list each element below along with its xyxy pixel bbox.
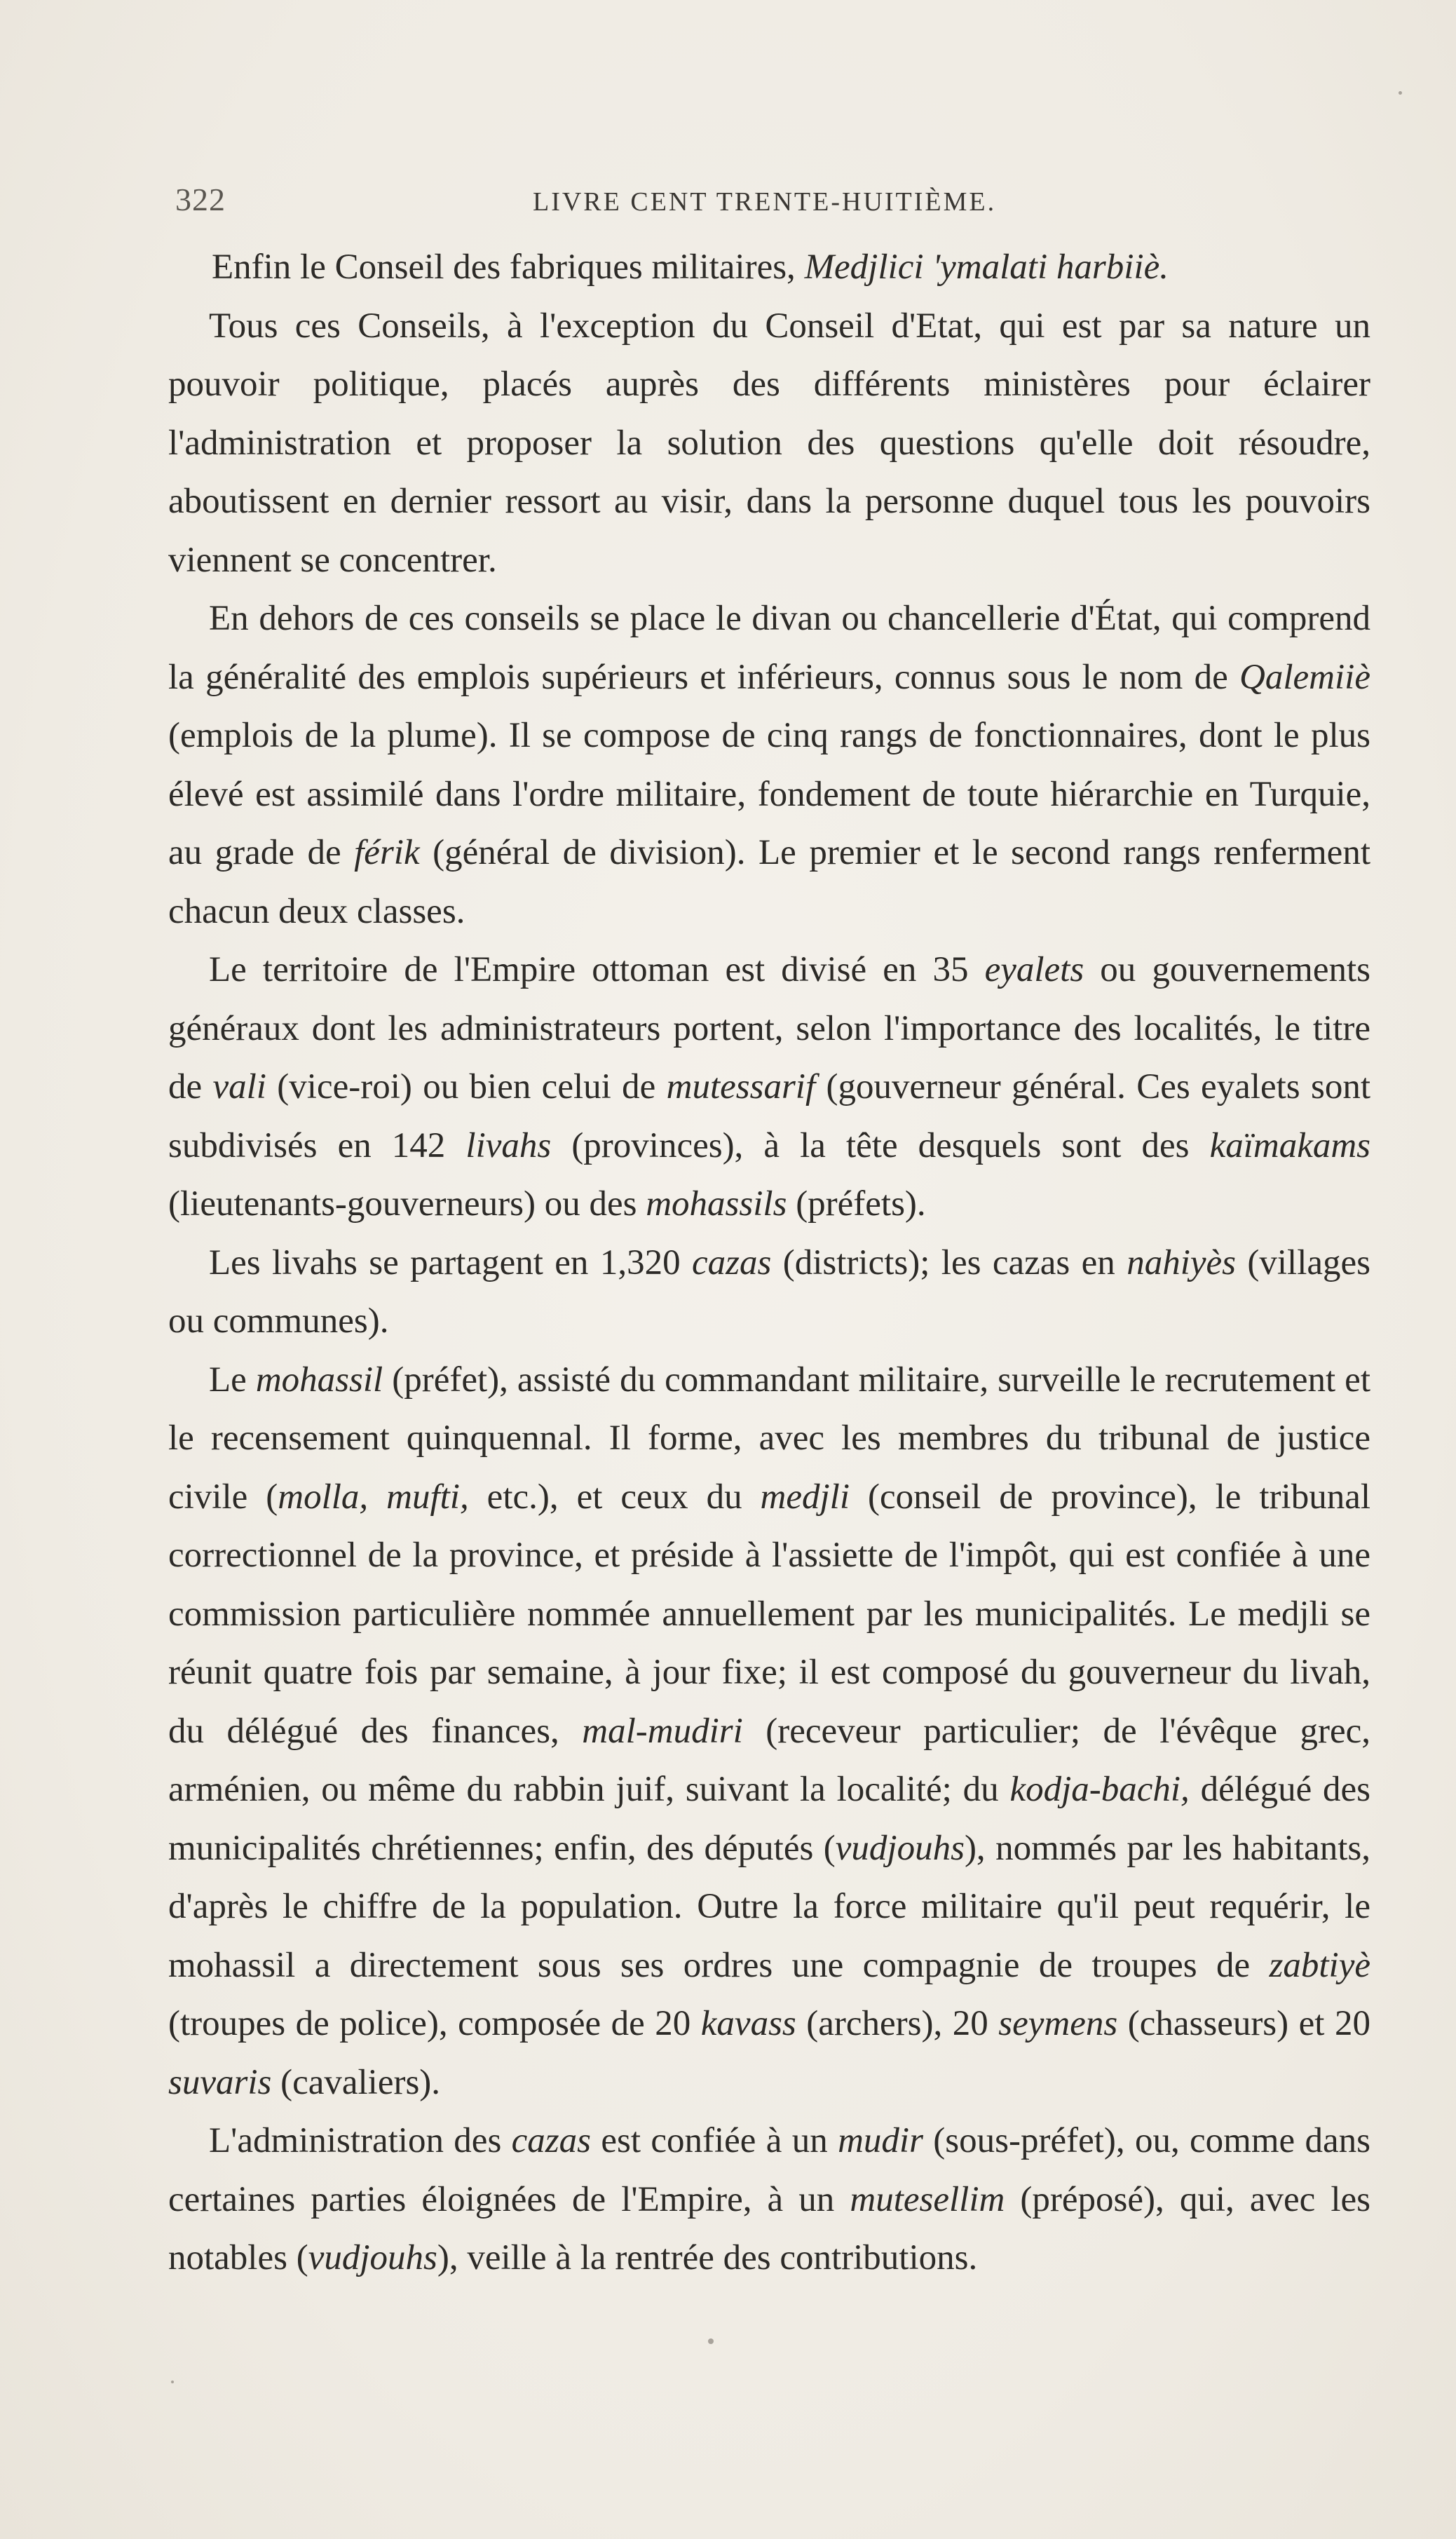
italic-term: kodja-bachi,: [1009, 1770, 1190, 1809]
italic-term: eyalets: [984, 950, 1084, 989]
text-run: Le territoire de l'Empire ottoman est divisé en 35: [209, 950, 985, 989]
running-title: LIVRE CENT TRENTE-HUITIÈME.: [533, 187, 997, 217]
italic-term: molla, mufti,: [278, 1477, 469, 1517]
text-run: (préfets).: [787, 1184, 926, 1224]
text-run: L'administration des: [209, 2121, 512, 2160]
text-run: Le: [209, 1360, 256, 1400]
text-run: Enfin le Conseil des fabriques militaires,: [212, 248, 805, 287]
text-run: (préposé), qui, avec les notables (: [168, 2179, 1370, 2277]
paper-speck: [1399, 91, 1402, 95]
text-run: (archers), 20: [796, 2004, 999, 2043]
italic-term: mutesellim: [850, 2179, 1005, 2219]
text-run: (troupes de police), composée de 20: [168, 2004, 701, 2043]
italic-term: kaïmakams: [1209, 1125, 1371, 1165]
text-run: délégué des municipalités chrétiennes; enfin, des députés (: [168, 1770, 1370, 1868]
text-run: (cavaliers).: [271, 2062, 441, 2102]
paragraph: [168, 2112, 1370, 2288]
paragraph: [168, 297, 1370, 590]
italic-term: mohassils: [646, 1184, 787, 1224]
text-run: (préfet), assisté du commandant militaire, surveille le recrutement et le recensement quinquennal. Il forme, avec les membres du tribunal de justice civile (: [168, 1360, 1370, 1517]
italic-term: Medjlici 'ymalati harbiiè.: [804, 248, 1169, 287]
text-run: (sous-préfet), ou, comme dans certaines parties éloignées de l'Empire, à un: [168, 2121, 1370, 2219]
italic-term: vali: [212, 1067, 266, 1106]
paragraph: [168, 590, 1370, 941]
text-run: (villages ou communes).: [168, 1243, 1371, 1341]
page-header: [175, 181, 1367, 223]
text-run: En dehors de ces conseils se place le divan ou chancellerie d'État, qui comprend la généralité des emplois supérieurs et inférieurs, connus sous le nom de: [168, 599, 1370, 697]
text-run: est confiée à un: [591, 2121, 838, 2160]
italic-term: suvaris: [168, 2062, 272, 2102]
italic-term: seymens: [998, 2004, 1118, 2043]
text-run: (gouverneur général. Ces eyalets sont subdivisés en 142: [168, 1067, 1370, 1165]
italic-term: livahs: [465, 1125, 552, 1165]
italic-term: cazas: [692, 1243, 772, 1282]
italic-term: mohassil: [255, 1360, 383, 1400]
italic-term: nahiyès: [1127, 1243, 1236, 1282]
italic-term: vudjouhs: [835, 1828, 965, 1868]
text-run: (conseil de province), le tribunal correctionnel de la province, et préside à l'assiette de l'impôt, qui est confiée à une commission particulière nommée annuellement par les municipalités. Le medjli se réunit quatre fois par semaine, à jour fixe; il est composé du gouverneur du livah, du délégué des finances,: [168, 1477, 1371, 1751]
italic-term: zabtiyè: [1269, 1945, 1370, 1985]
italic-term: medjli: [760, 1477, 850, 1517]
text-run: (receveur particulier; de l'évêque grec, arménien, ou même du rabbin juif, suivant la localité; du: [168, 1711, 1370, 1809]
paragraph: [168, 238, 1370, 297]
italic-term: vudjouhs: [308, 2238, 437, 2277]
text-run: (districts); les cazas en: [771, 1243, 1127, 1282]
italic-term: kavass: [700, 2004, 796, 2043]
italic-term: mal-mudiri: [582, 1711, 743, 1751]
text-run: ou gouvernements généraux dont les administrateurs portent, selon l'importance des localités, le titre de: [168, 950, 1370, 1106]
paper-speck: [171, 2381, 174, 2383]
body-text: [168, 238, 1370, 2288]
text-run: (chasseurs) et 20: [1117, 2004, 1370, 2043]
text-run: Tous ces Conseils, à l'exception du Conseil d'Etat, qui est par sa nature un pouvoir politique, placés auprès des différents ministères pour éclairer l'administration et proposer la solution des questions qu'elle doit résoudre, aboutissent en dernier ressort au visir, dans la personne duquel tous les pouvoirs viennent se concentrer.: [168, 306, 1370, 580]
text-run: (vice-roi) ou bien celui de: [266, 1067, 667, 1106]
text-run: Les livahs se partagent en 1,320: [209, 1243, 692, 1282]
paragraph: [168, 1351, 1370, 2113]
text-run: (provinces), à la tête desquels sont des: [551, 1125, 1210, 1165]
text-run: ), veille à la rentrée des contributions.: [437, 2238, 978, 2277]
text-run: etc.), et ceux du: [468, 1477, 761, 1517]
text-run: ), nommés par les habitants, d'après le chiffre de la population. Outre la force militaire qu'il peut requérir, le mohassil a directement sous ses ordres une compagnie de troupes de: [168, 1828, 1370, 1985]
text-run: (lieutenants-gouverneurs) ou des: [168, 1184, 646, 1224]
text-run: (emplois de la plume). Il se compose de cinq rangs de fonctionnaires, dont le plus élevé est assimilé dans l'ordre militaire, fondement de toute hiérarchie en Turquie, au grade de: [168, 716, 1370, 872]
paragraph: [168, 941, 1370, 1234]
paper-speck: [708, 2338, 714, 2344]
text-run: (général de division). Le premier et le second rangs renferment chacun deux classes.: [168, 833, 1370, 931]
italic-term: mutessarif: [666, 1067, 816, 1106]
italic-term: Qalemiiè: [1239, 657, 1370, 697]
page-number: 322: [175, 182, 226, 217]
italic-term: férik: [354, 833, 420, 872]
italic-term: cazas: [511, 2121, 591, 2160]
paragraph: [168, 1234, 1370, 1351]
italic-term: mudir: [838, 2121, 923, 2160]
